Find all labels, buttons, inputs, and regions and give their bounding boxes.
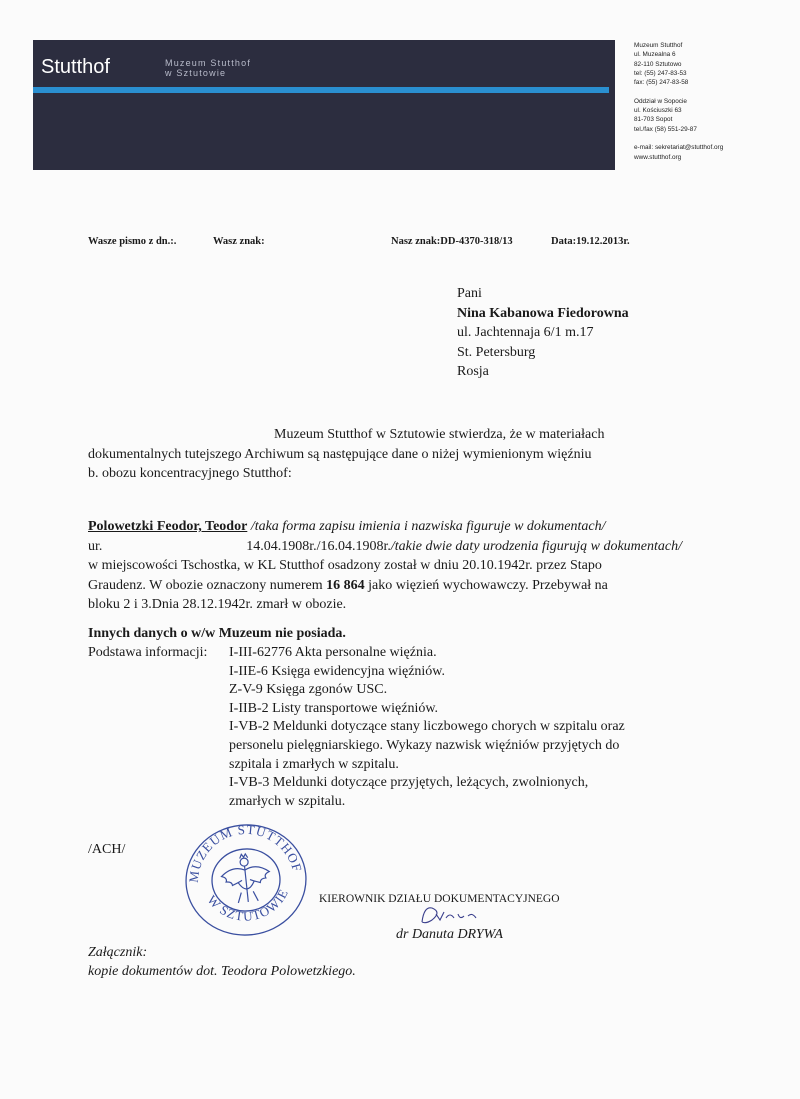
header-banner bbox=[33, 40, 615, 170]
sources-label: Podstawa informacji: bbox=[88, 645, 208, 660]
contact-line: Oddział w Sopocie bbox=[634, 97, 687, 105]
prisoner-paragraph bbox=[88, 517, 682, 615]
recipient-address bbox=[457, 284, 629, 382]
subtitle-line-2: w Sztutowie bbox=[165, 68, 227, 78]
birth-dates bbox=[246, 537, 682, 557]
source-item: I-VB-2 Meldunki dotyczące stany liczbowego chorych w szpitalu oraz bbox=[229, 719, 625, 735]
contact-line: tel: (55) 247-83-53 bbox=[634, 69, 687, 77]
signatory-name: dr Danuta DRYWA bbox=[396, 927, 503, 942]
source-item: personelu pielęgniarskiego. Wykazy nazwisk więźniów przyjętych do bbox=[229, 737, 620, 753]
contact-block bbox=[634, 41, 799, 162]
contact-line: tel./fax (58) 551-29-87 bbox=[634, 125, 697, 133]
prisoner-line bbox=[88, 556, 682, 576]
prisoner-name: Polowetzki Feodor, Teodor bbox=[88, 519, 248, 534]
source-item: I-IIB-2 Listy transportowe więźniów. bbox=[229, 700, 439, 716]
number-text-b: jako więzień wychowawczy. Przebywał na bbox=[364, 577, 608, 593]
source-item: Z-V-9 Księga zgonów USC. bbox=[229, 682, 388, 698]
signature-title: KIEROWNIK DZIAŁU DOKUMENTACYJNEGO bbox=[319, 893, 560, 905]
address-salutation: Pani bbox=[457, 286, 482, 301]
source-item: I-VB-3 Meldunki dotyczące przyjętych, leżących, zwolnionych, bbox=[229, 775, 589, 791]
stamp-top-text: MUZEUM STUTTHOF bbox=[185, 822, 306, 884]
ref-our-sign: Nasz znak:DD-4370-318/13 bbox=[391, 236, 513, 247]
prisoner-line bbox=[88, 576, 682, 596]
contact-line: fax: (55) 247-83-58 bbox=[634, 79, 689, 87]
contact-line: ul. Kościuszki 63 bbox=[634, 107, 682, 115]
contact-website: www.stutthof.org bbox=[634, 153, 682, 161]
author-initials: /ACH/ bbox=[88, 842, 126, 857]
museum-subtitle bbox=[165, 58, 251, 78]
address-city: St. Petersburg bbox=[457, 344, 536, 360]
arrival-text: w miejscowości Tschostka, w KL Stutthof osadzony został w dniu 20.10.1942r. przez Stapo bbox=[88, 558, 602, 573]
number-text-a: Graudenz. W obozie oznaczony numerem bbox=[88, 577, 327, 593]
contact-line: 82-110 Sztutowo bbox=[634, 60, 682, 68]
intro-line: Muzeum Stutthof w Sztutowie stwierdza, że w materiałach bbox=[274, 427, 605, 442]
source-item: zmarłych w szpitalu. bbox=[229, 793, 346, 809]
contact-spacer bbox=[634, 87, 799, 96]
attachment-label: Załącznik: bbox=[88, 945, 148, 960]
death-text: bloku 2 i 3.Dnia 28.12.1942r. zmarł w obozie. bbox=[88, 597, 347, 612]
contact-line: Muzeum Stutthof bbox=[634, 42, 683, 49]
stamp-bottom-text: W SZTUTOWIE bbox=[204, 885, 292, 924]
intro-paragraph bbox=[88, 425, 678, 484]
intro-line: dokumentalnych tutejszego Archiwum są następujące dane o niżej wymienionym więźniu bbox=[88, 446, 592, 462]
address-street: ul. Jachtennaja 6/1 m.17 bbox=[457, 325, 594, 340]
eagle-icon bbox=[219, 852, 272, 905]
source-item: I-III-62776 Akta personalne więźnia. bbox=[229, 645, 437, 660]
intro-line: b. obozu koncentracyjnego Stutthof: bbox=[88, 466, 292, 481]
ref-date: Data:19.12.2013r. bbox=[551, 236, 630, 247]
prisoner-number: 16 864 bbox=[326, 577, 365, 593]
number-text bbox=[88, 576, 608, 596]
source-item: szpitala i zmarłych w szpitalu. bbox=[229, 756, 399, 772]
prisoner-name-line bbox=[88, 517, 605, 537]
contact-line: ul. Muzealna 6 bbox=[634, 51, 676, 59]
sources-list bbox=[229, 644, 684, 811]
no-other-data: Innych danych o w/w Muzeum nie posiada. bbox=[88, 626, 346, 641]
handwritten-signature bbox=[402, 900, 492, 930]
banner-stripe bbox=[33, 87, 609, 93]
born-label: ur. bbox=[88, 538, 103, 554]
attachment-text: kopie dokumentów dot. Teodora Polowetzkiego. bbox=[88, 964, 356, 979]
museum-stamp bbox=[176, 822, 316, 937]
subtitle-line-1: Muzeum Stutthof bbox=[165, 58, 252, 68]
museum-logo: Stutthof bbox=[41, 56, 110, 78]
name-note: /taka forma zapisu imienia i nazwiska figuruje w dokumentach/ bbox=[250, 519, 606, 534]
source-item: I-IIE-6 Księga ewidencyjna więźniów. bbox=[229, 663, 446, 679]
ref-your-sign: Wasz znak: bbox=[213, 236, 265, 247]
contact-line: 81-703 Sopot bbox=[634, 116, 673, 124]
svg-text:W SZTUTOWIE bbox=[203, 884, 293, 928]
prisoner-line bbox=[88, 537, 682, 557]
ref-your-letter: Wasze pismo z dn.:. bbox=[88, 236, 177, 247]
birth-note: /takie dwie daty urodzenia figurują w dokumentach/ bbox=[390, 538, 682, 554]
prisoner-line bbox=[88, 517, 682, 537]
contact-email: e-mail: sekretariat@stutthof.org bbox=[634, 144, 724, 152]
address-country: Rosja bbox=[457, 364, 489, 379]
contact-spacer bbox=[634, 134, 799, 143]
recipient-name: Nina Kabanowa Fiedorowna bbox=[457, 305, 629, 321]
birth-dates-value: 14.04.1908r./16.04.1908r. bbox=[246, 538, 391, 554]
svg-text:MUZEUM STUTTHOF bbox=[180, 822, 305, 885]
